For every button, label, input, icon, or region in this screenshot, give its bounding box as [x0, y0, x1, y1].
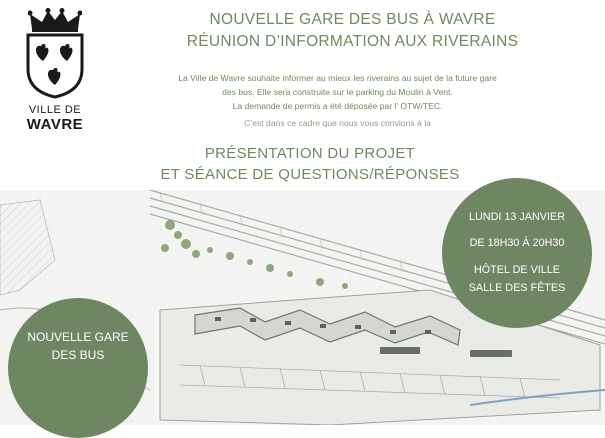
intro-line-1: La Ville de Wavre souhaite informer au mieux les riverains au sujet de la future gare: [178, 73, 497, 83]
logo-town-label: VILLE DE: [28, 104, 82, 116]
event-date: LUNDI 13 JANVIER: [468, 211, 565, 223]
intro-line-2: des bus. Elle sera construite sur le parking du Moulin à Vent.: [222, 87, 453, 97]
intro-line-3: La demande de permis a été déposée par l’ OTW/TEC.: [232, 101, 443, 111]
intro-line-4: C’est dans ce cadre que nous vous convions à la: [244, 118, 431, 128]
city-logo: [20, 8, 90, 138]
project-badge-circle: [8, 298, 148, 438]
presentation-heading-2: ET SÉANCE DE QUESTIONS/RÉPONSES: [160, 166, 460, 183]
event-room: SALLE DES FÊTES: [468, 282, 566, 294]
logo-town-name: WAVRE: [26, 116, 84, 133]
event-venue: HÔTEL DE VILLE: [473, 264, 560, 276]
shield-icon: [26, 33, 84, 99]
page-subtitle: RÉUNION D’INFORMATION AUX RIVERAINS: [186, 33, 519, 50]
project-badge-line-1: NOUVELLE GARE: [27, 330, 129, 344]
presentation-heading-1: PRÉSENTATION DU PROJET: [204, 145, 416, 162]
event-details-circle: [442, 178, 592, 328]
page-title: NOUVELLE GARE DES BUS À WAVRE: [209, 11, 496, 28]
project-badge-line-2: DES BUS: [51, 348, 105, 362]
event-time: DE 18H30 À 20H30: [469, 237, 565, 249]
crown-icon: [28, 8, 82, 32]
